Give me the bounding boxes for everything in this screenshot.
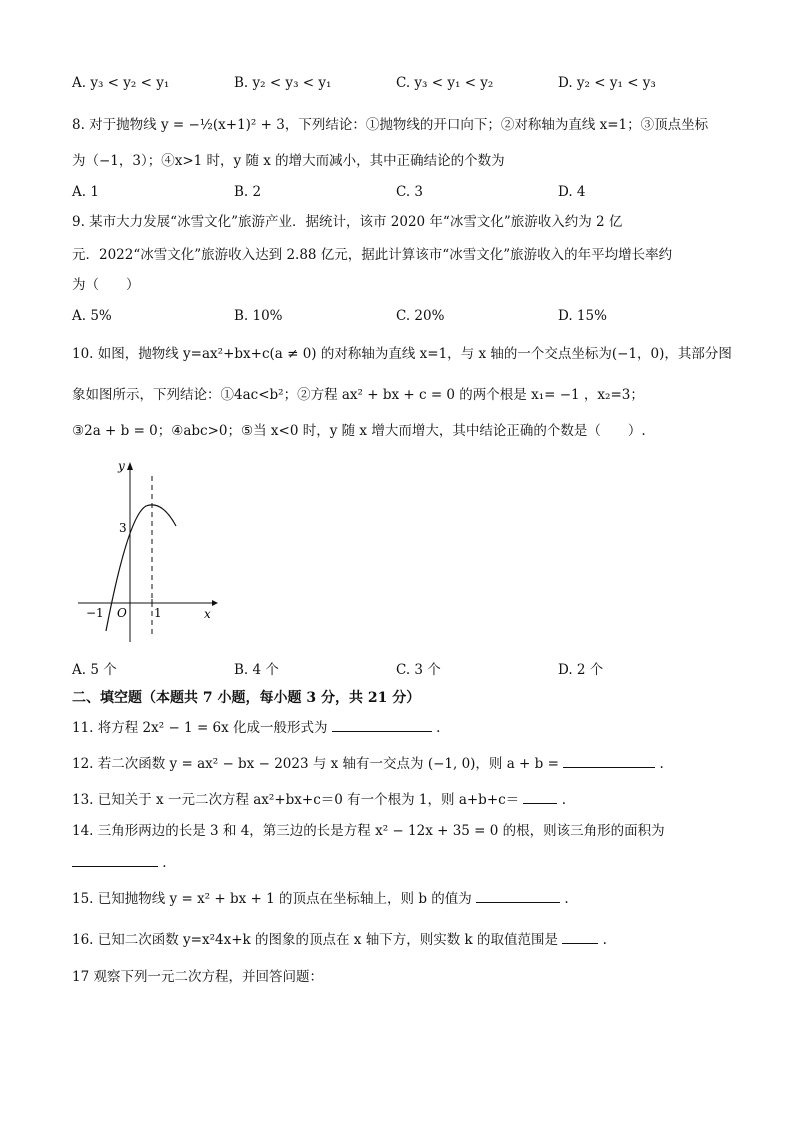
q16 [72,930,607,949]
x-axis-label: x [204,607,211,621]
q11-period: . [436,720,441,736]
q10-stem-line2: 象如图所示，下列结论：①4ac<b²；②方程 ax² + bx + c = 0 的两个根是 x₁= −1 ，x₂=3； [72,387,644,403]
q9-option-d: D. 15% [558,308,607,324]
q10-option-a: A. 5 个 [72,662,117,678]
y-axis-arrow [127,462,133,470]
q10-option-b: B. 4 个 [234,662,279,678]
q8-stem-line1: 8. 对于抛物线 y = −½(x+1)² + 3，下列结论：①抛物线的开口向下；②对称轴为直线 x=1；③顶点坐标 [72,117,709,133]
q12-stem: 12. 若二次函数 y = ax² − bx − 2023 与 x 轴有一交点为 (−1, 0)，则 a + b = [72,756,559,772]
q8-option-c: C. 3 [396,184,424,200]
q12-period: . [659,756,664,772]
q10-stem-line1: 10. 如图，抛物线 y=ax²+bx+c(a ≠ 0) 的对称轴为直线 x=1，与 x 轴的一个交点坐标为(−1，0)，其部分图 [72,346,732,362]
q16-stem: 16. 已知二次函数 y=x²4x+k 的图象的顶点在 x 轴下方，则实数 k 的取值范围是 [72,932,558,948]
q8-option-d: D. 4 [558,184,586,200]
q9-stem-line3: 为（ ） [72,277,140,293]
q12 [72,754,664,773]
q13-period: . [561,792,567,808]
q15-answer-blank[interactable] [476,889,560,903]
q11 [72,718,440,737]
q14-answer-blank[interactable] [72,853,158,867]
q10-parabola-graph [72,456,222,646]
q7-option-c: C. y₃ < y₁ < y₂ [396,75,494,91]
y-axis-label: y [118,459,125,473]
x-axis-arrow [212,600,218,606]
q15-period: . [564,891,569,907]
q14-period: . [162,855,167,871]
q8-stem-line2: 为（−1，3）；④x>1 时，y 随 x 的增大而减小，其中正确结论的个数为 [72,153,505,169]
origin-label: O [117,606,127,620]
q11-stem: 11. 将方程 2x² − 1 = 6x 化成一般形式为 [72,720,328,736]
q10-stem-line3: ③2a + b = 0；④abc>0；⑤当 x<0 时，y 随 x 增大而增大，其中结论正确的个数是（ ）. [72,423,646,439]
q14-stem: 14. 三角形两边的长是 3 和 4，第三边的长是方程 x² − 12x + 35 = 0 的根，则该三角形的面积为 [72,823,665,839]
q13-stem: 13. 已知关于 x 一元二次方程 ax²+bx+c＝0 有一个根为 1，则 a+b+c＝ [72,792,520,808]
section-heading-fill-in: 二、填空题（本题共 7 小题，每小题 3 分，共 21 分） [72,690,421,706]
tick-label-1: 1 [154,606,162,620]
q8-option-b: B. 2 [234,184,262,200]
q10-option-c: C. 3 个 [396,662,441,678]
q9-option-b: B. 10% [234,308,283,324]
q12-answer-blank[interactable] [563,754,655,768]
q15-stem: 15. 已知抛物线 y = x² + bx + 1 的顶点在坐标轴上，则 b 的值为 [72,891,472,907]
q10-option-d: D. 2 个 [558,662,604,678]
q7-option-d: D. y₂ < y₁ < y₃ [558,75,656,91]
q11-answer-blank[interactable] [332,718,432,732]
q17-stem: 17 观察下列一元二次方程，并回答问题： [72,969,323,985]
tick-label-3: 3 [119,521,127,535]
tick-label-neg1: −1 [86,606,104,620]
q9-option-a: A. 5% [72,308,112,324]
q13 [72,790,566,809]
q7-option-b: B. y₂ < y₃ < y₁ [234,75,332,91]
q9-option-c: C. 20% [396,308,445,324]
q16-answer-blank[interactable] [562,930,598,944]
q16-period: . [602,932,607,948]
q7-option-a: A. y₃ < y₂ < y₁ [72,75,170,91]
q15 [72,889,569,908]
q9-stem-line2: 元．2022“冰雪文化”旅游收入达到 2.88 亿元，据此计算该市“冰雪文化”旅游收入的年平均增长率约 [72,247,673,263]
q8-option-a: A. 1 [72,184,99,200]
q9-stem-line1: 9. 某市大力发展“冰雪文化”旅游产业．据统计，该市 2020 年“冰雪文化”旅游收入约为 2 亿 [72,214,623,230]
q14-line2 [72,853,167,872]
q13-answer-blank[interactable] [523,790,557,804]
